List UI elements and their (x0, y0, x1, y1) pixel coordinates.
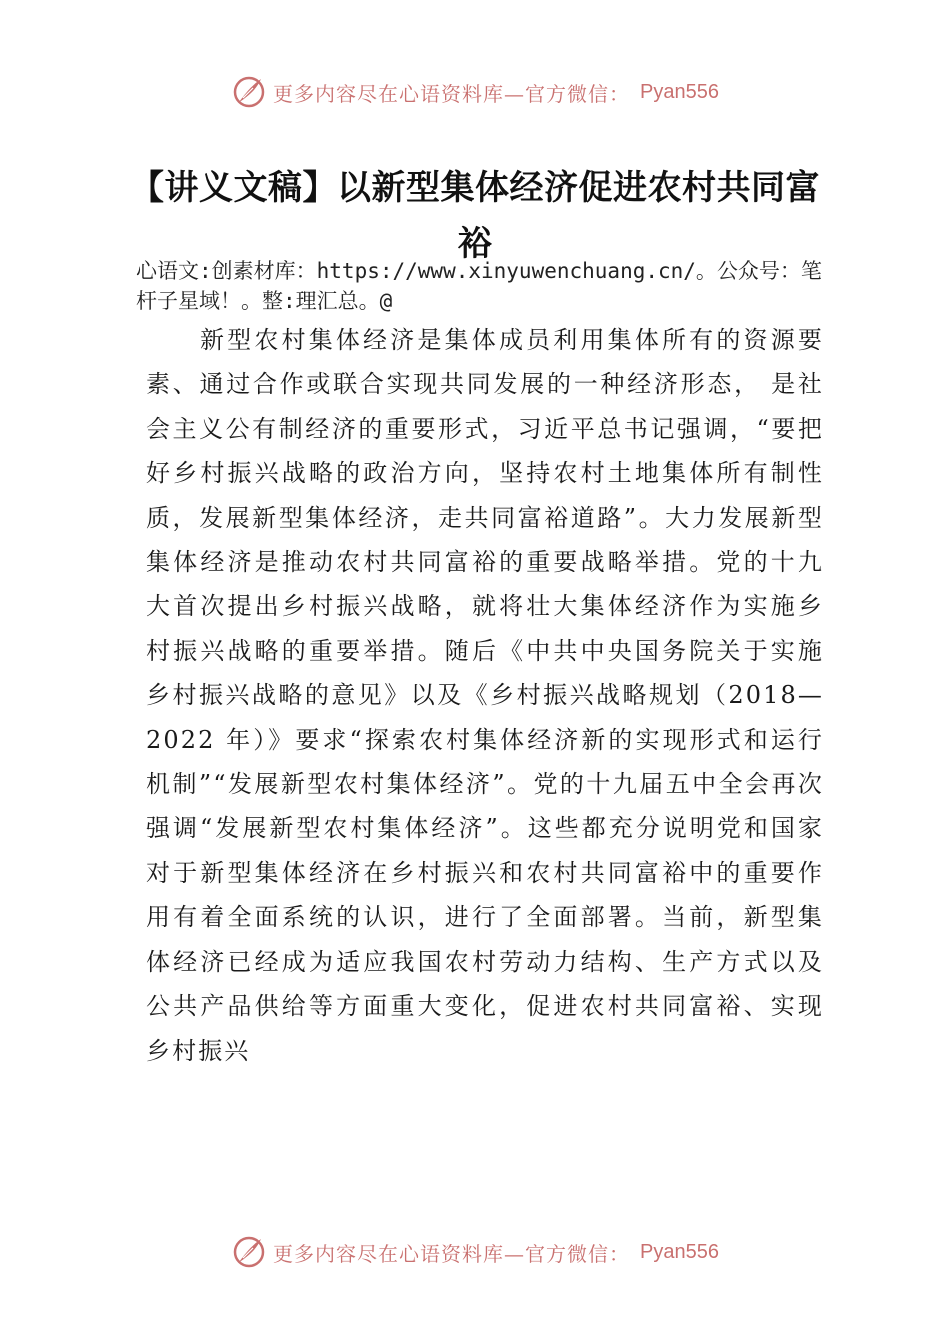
footer-banner (0, 1230, 950, 1274)
header-wechat-id: Pyan556 (640, 80, 719, 103)
document-title: 【讲义文稿】以新型集体经济促进农村共同富裕 (130, 168, 820, 264)
footer-banner-text: 更多内容尽在心语资料库—官方微信： (273, 1241, 631, 1266)
footer-wechat-id: Pyan556 (640, 1240, 719, 1263)
quill-logo-icon (231, 74, 267, 110)
source-line: 心语文:创素材库：https://www.xinyuwenchuang.cn/。公众号：笔杆子星域！。整:理汇总。@ (136, 259, 822, 313)
header-banner (0, 70, 950, 114)
body-paragraph: 新型农村集体经济是集体成员利用集体所有的资源要素、通过合作或联合实现共同发展的一种经济形态， 是社会主义公有制经济的重要形式，习近平总书记强调，“要把好乡村振兴战略的政治方向，坚持农村土地集体所有制性质，发展新型集体经济，走共同富裕道路”。大力发展新型集体经济是推动农村共同富裕的重要战略举措。党的十九大首次提出乡村振兴战略，就将壮大集体经济作为实施乡村振兴战略的重要举措。随后《中共中央国务院关于实施乡村振兴战略的意见》以及《乡村振兴战略规划（2018—2022 年）》要求“探索农村集体经济新的实现形式和运行机制”“发展新型农村集体经济”。党的十九届五中全会再次强调“发展新型农村集体经济”。这些都充分说明党和国家对于新型集体经济在乡村振兴和农村共同富裕中的重要作用有着全面系统的认识，进行了全面部署。当前，新型集体经济已经成为适应我国农村劳动力结构、生产方式以及公共产品供给等方面重大变化，促进农村共同富裕、实现乡村振兴 (146, 326, 824, 1065)
header-banner-text: 更多内容尽在心语资料库—官方微信： (273, 81, 631, 106)
quill-logo-icon (231, 1234, 267, 1270)
